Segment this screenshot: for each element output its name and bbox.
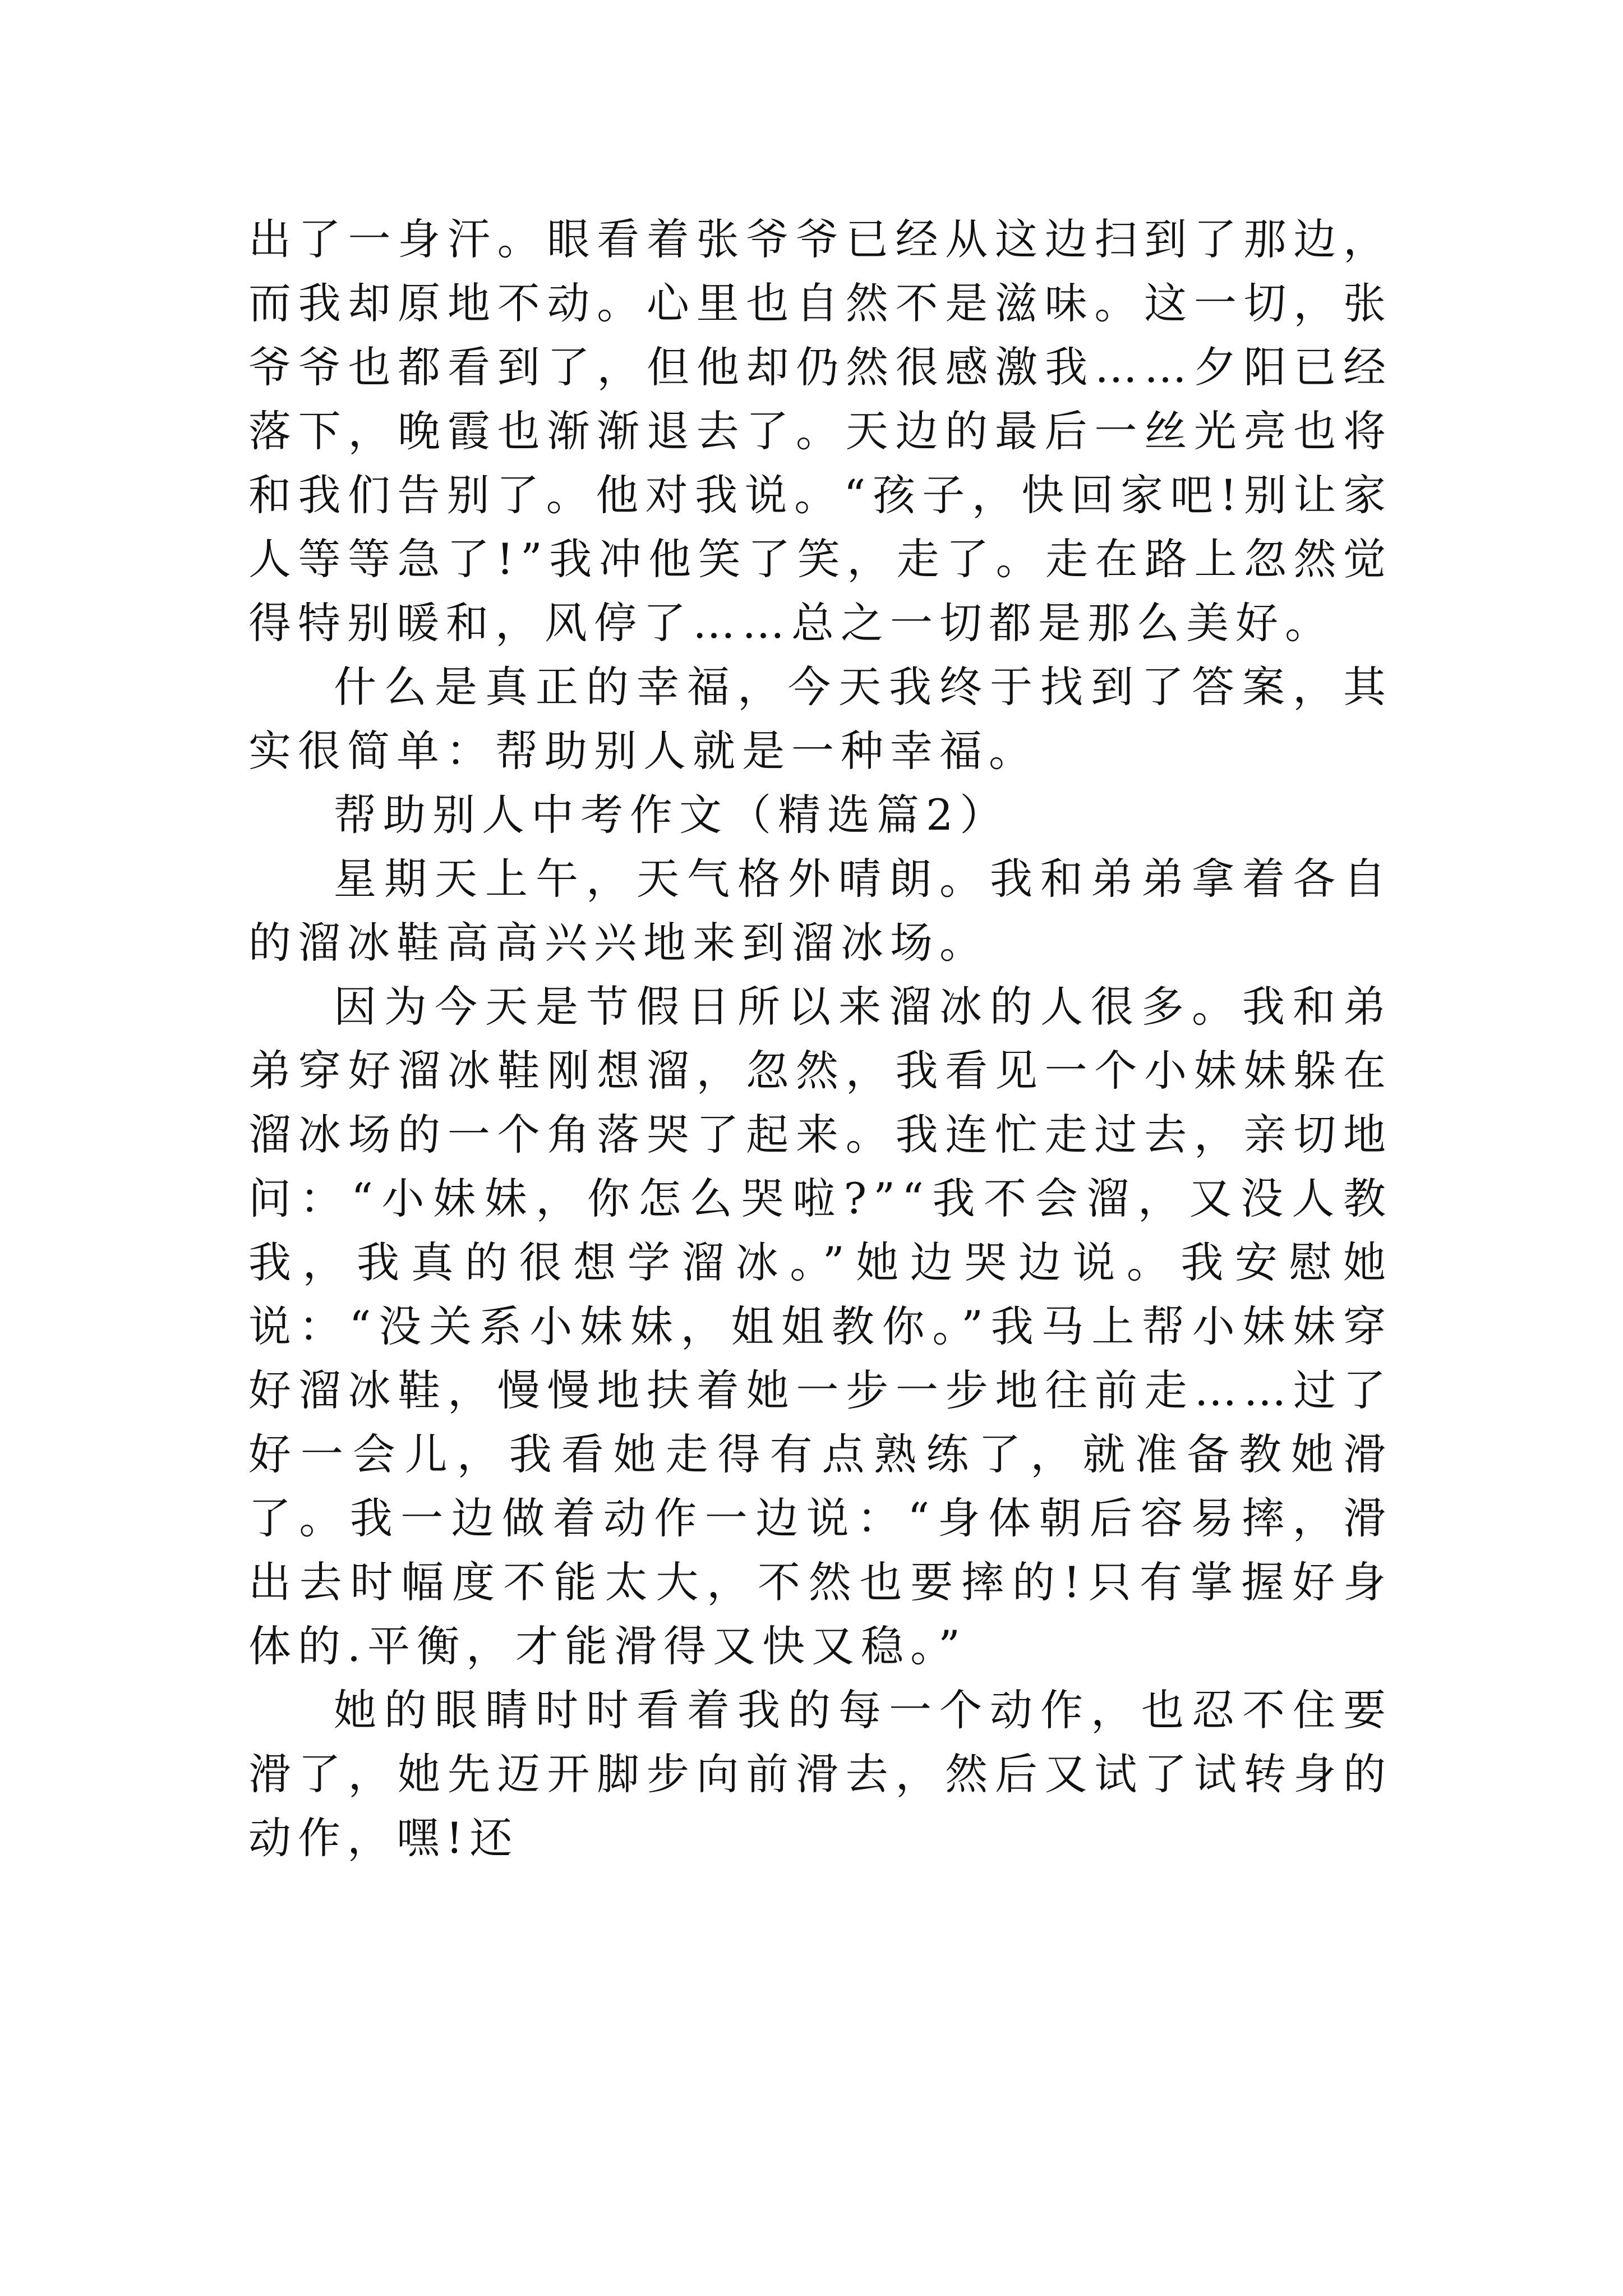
paragraph-continuation: 出了一身汗。眼看着张爷爷已经从这边扫到了那边，而我却原地不动。心里也自然不是滋味。这一切，张爷爷也都看到了，但他却仍然很感激我……夕阳已经落下，晚霞也渐渐退去了。天边的最后一丝光亮也将和我们告别了。他对我说。“孩子，快回家吧!别让家人等等急了!”我冲他笑了笑，走了。走在路上忽然觉得特别暖和，风停了……总之一切都是那么美好。 xyxy=(248,214,1393,648)
section-heading: 帮助别人中考作文（精选篇2） xyxy=(334,790,1009,840)
paragraph-opening: 星期天上午，天气格外晴朗。我和弟弟拿着各自的溜冰鞋高高兴兴地来到溜冰场。 xyxy=(248,854,1393,968)
paragraph-conclusion: 什么是真正的幸福，今天我终于找到了答案，其实很简单：帮助别人就是一种幸福。 xyxy=(248,662,1393,776)
paragraph-continued: 她的眼睛时时看着我的每一个动作，也忍不住要滑了，她先迈开脚步向前滑去，然后又试了试转身的动作，嘿!还 xyxy=(248,1685,1393,1863)
article-body xyxy=(248,208,1393,1870)
paragraph-story: 因为今天是节假日所以来溜冰的人很多。我和弟弟穿好溜冰鞋刚想溜，忽然，我看见一个小妹妹躲在溜冰场的一个角落哭了起来。我连忙走过去，亲切地问：“小妹妹，你怎么哭啦?”“我不会溜，又没人教我，我真的很想学溜冰。”她边哭边说。我安慰她说：“没关系小妹妹，姐姐教你。”我马上帮小妹妹穿好溜冰鞋，慢慢地扶着她一步一步地往前走……过了好一会儿，我看她走得有点熟练了，就准备教她滑了。我一边做着动作一边说：“身体朝后容易摔，滑出去时幅度不能太大，不然也要摔的!只有掌握好身体的.平衡，才能滑得又快又稳。” xyxy=(248,982,1393,1671)
